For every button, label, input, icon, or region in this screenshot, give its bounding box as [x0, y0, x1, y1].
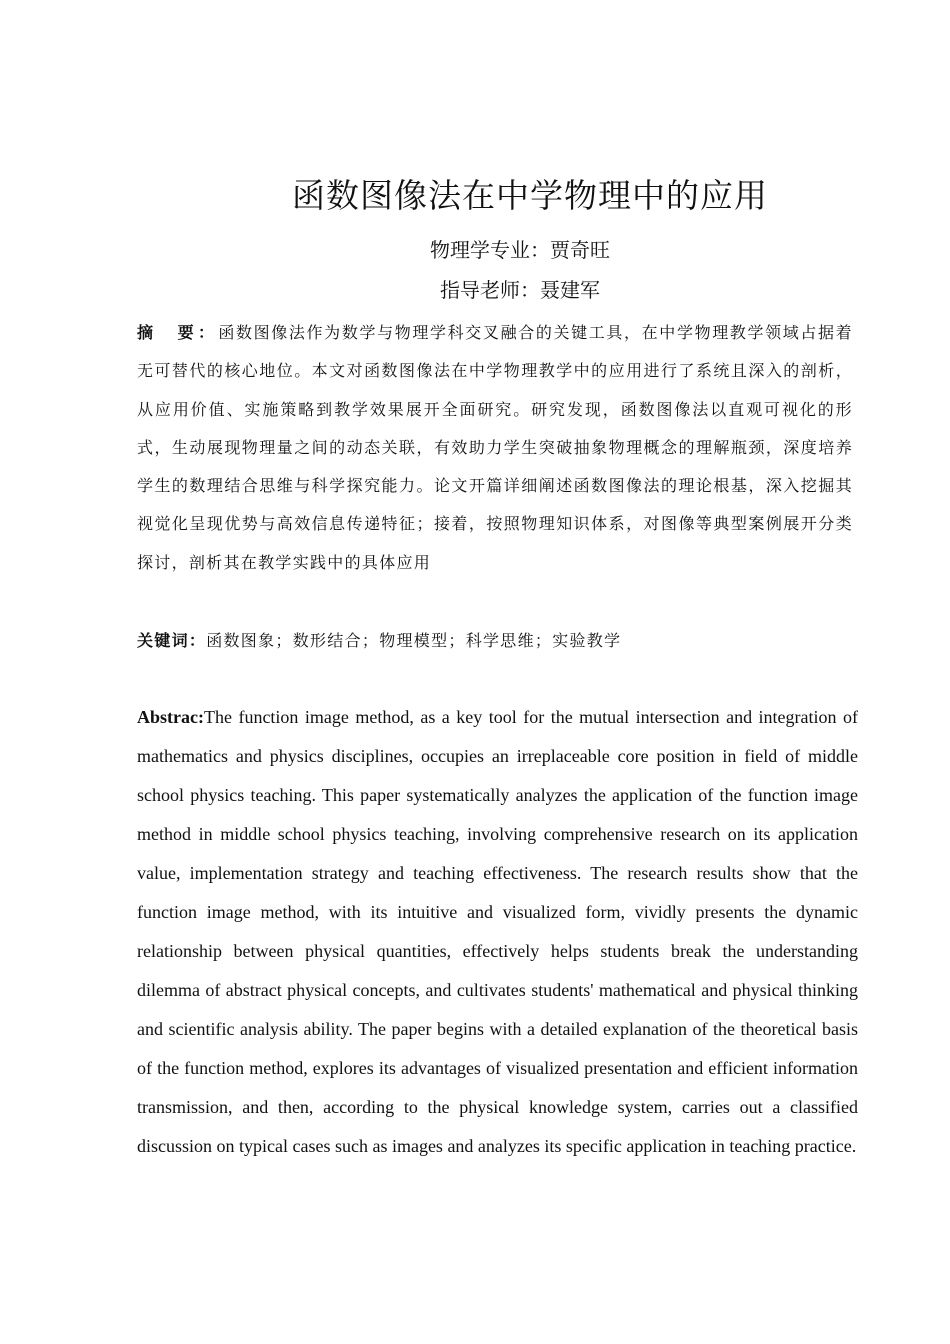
chinese-keywords-text: 函数图象；数形结合；物理模型；科学思维；实验教学	[206, 631, 622, 650]
english-abstract-text: The function image method, as a key tool for the mutual intersection and integration of mathematics and physics disciplines, occupies an irreplaceable core position in field of middle school physics teaching. This paper systematically analyzes the application of the function image method in middle school physics teaching, involving comprehensive research on its application value, implementation strategy and teaching effectiveness. The research results show that the function image method, with its intuitive and visualized form, vividly presents the dynamic relationship between physical quantities, effectively helps students break the understanding dilemma of abstract physical concepts, and cultivates students' mathematical and physical thinking and scientific analysis ability. The paper begins with a detailed explanation of the theoretical basis of the function method, explores its advantages of visualized presentation and efficient information transmission, and then, according to the physical knowledge system, carries out a classified discussion on typical cases such as images and analyzes its specific application in teaching practice.	[137, 707, 858, 1156]
paper-title: 函数图像法在中学物理中的应用	[292, 176, 768, 215]
chinese-keywords	[137, 622, 853, 660]
advisor-line: 指导老师：聂建军	[440, 278, 600, 302]
chinese-abstract-label: 摘 要：	[137, 323, 219, 342]
english-abstract-label: Abstrac:	[137, 707, 204, 727]
author-line: 物理学专业：贾奇旺	[430, 238, 610, 262]
english-abstract	[137, 698, 858, 1166]
chinese-abstract-text: 函数图像法作为数学与物理学科交叉融合的关键工具，在中学物理教学领域占据着无可替代的核心地位。本文对函数图像法在中学物理教学中的应用进行了系统且深入的剖析，从应用价值、实施策略到教学效果展开全面研究。研究发现，函数图像法以直观可视化的形式，生动展现物理量之间的动态关联，有效助力学生突破抽象物理概念的理解瓶颈，深度培养学生的数理结合思维与科学探究能力。论文开篇详细阐述函数图像法的理论根基，深入挖掘其视觉化呈现优势与高效信息传递特征；接着，按照物理知识体系，对图像等典型案例展开分类探讨，剖析其在教学实践中的具体应用	[137, 323, 853, 572]
chinese-keywords-label: 关键词：	[137, 631, 207, 650]
chinese-abstract	[137, 314, 853, 582]
